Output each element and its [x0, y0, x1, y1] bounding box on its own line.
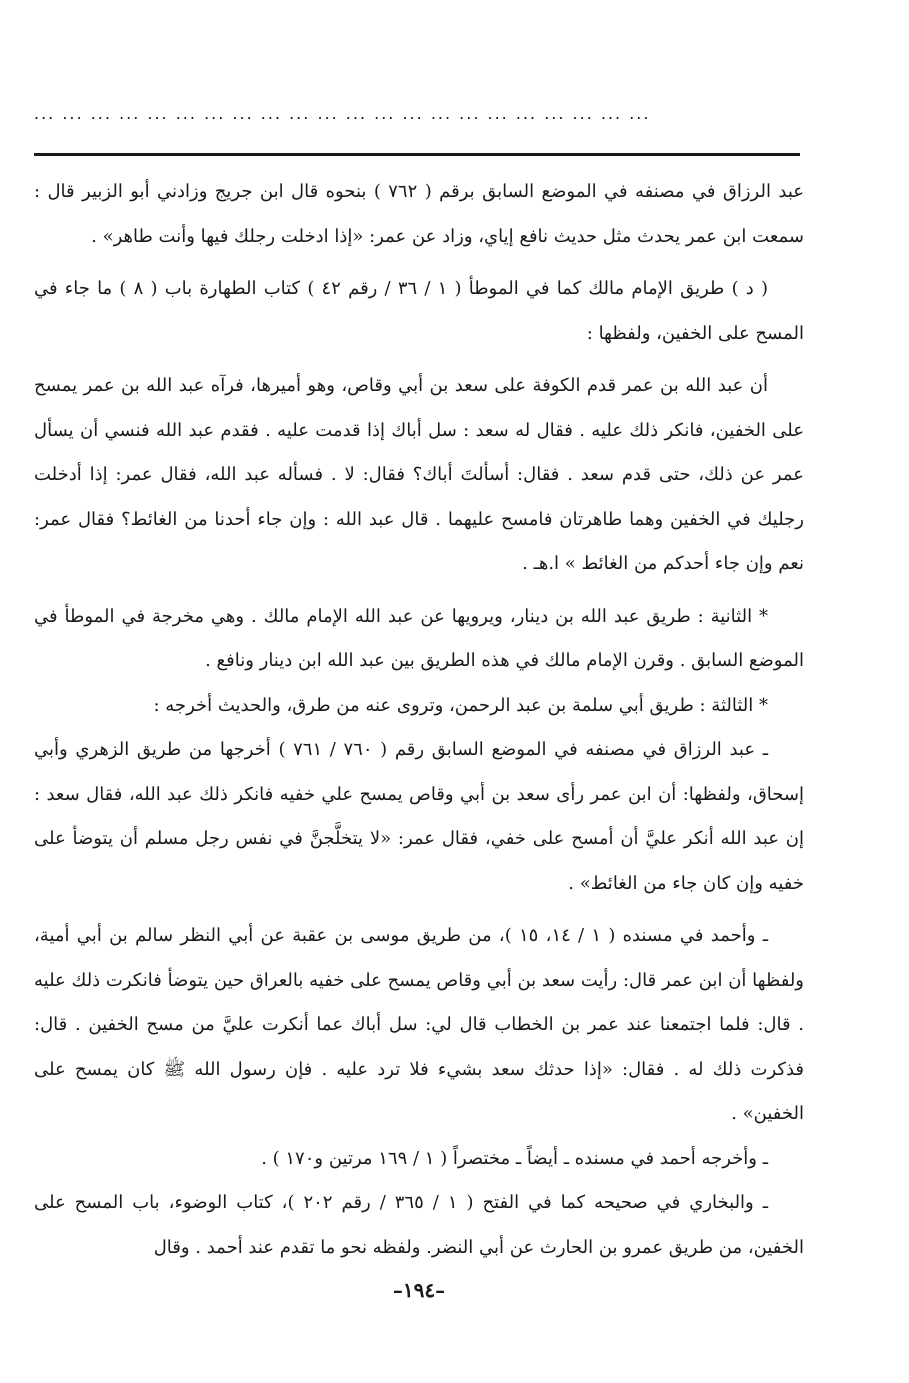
paragraph-4: * الثانية : طريق عبد الله بن دينار، ويرويها عن عبد الله الإمام مالك . وهي مخرجة في الموطأ في الموضع السابق . وقرن الإمام مالك في هذه الطريق بين عبد الله ابن دينار ونافع .: [34, 605, 804, 671]
paragraph-6: ـ عبد الرزاق في مصنفه في الموضع السابق رقم ( ٧٦٠ / ٧٦١ ) أخرجها من طريق الزهري وأبي إسحاق، ولفظها: أن ابن عمر رأى سعد بن أبي وقاص يمسح علي خفيه فانكر ذلك عبد الله، فقال سعد : إن عبد الله أنكر عليَّ أن أمسح على خفي، فقال عمر: «لا يتخلَّجنَّ في نفس رجل مسلم أن يتوضأ على خفيه وإن كان جاء من الغائط» .: [34, 739, 804, 894]
page-number: –١٩٤–: [392, 1278, 446, 1302]
header-divider: [34, 153, 800, 156]
paragraph-1: عبد الرزاق في مصنفه في الموضع السابق برقم ( ٧٦٢ ) بنحوه قال ابن جريج وزادني أبو الزبير قال : سمعت ابن عمر يحدث مثل حديث نافع إياي، وزاد عن عمر: «إذا ادخلت رجلك فيها وأنت طاهر» .: [34, 181, 805, 247]
paragraph-2: ( د ) طريق الإمام مالك كما في الموطأ ( ١ / ٣٦ / رقم ٤٢ ) كتاب الطهارة باب ( ٨ ) ما جاء في المسح على الخفين، ولفظها :: [34, 278, 804, 344]
header-dot-leader: ... ... ... ... ... ... ... ... ... ... ... ... ... ... ... ... ... ... ... ... ... ...: [34, 104, 651, 123]
paragraph-7: ـ وأحمد في مسنده ( ١ / ١٤، ١٥ )، من طريق موسى بن عقبة عن أبي النظر سالم بن أبي أمية، ولفظها أن ابن عمر قال: رأيت سعد بن أبي وقاص يمسح على خفيه بالعراق حين يتوضأ فانكرت ذلك عليه . قال: فلما اجتمعنا عند عمر بن الخطاب قال لي: سل أباك عما أنكرت عليَّ من مسح الخفين . قال: فذكرت ذلك له . فقال: «إذا حدثك سعد بشيء فلا ترد عليه . فإن رسول الله ﷺ كان يمسح على الخفين» .: [34, 925, 804, 1124]
page-body: [34, 170, 804, 1270]
paragraph-5: * الثالثة : طريق أبي سلمة بن عبد الرحمن، وتروى عنه من طرق، والحديث أخرجه :: [153, 694, 768, 716]
paragraph-3: أن عبد الله بن عمر قدم الكوفة على سعد بن أبي وقاص، وهو أميرها، فرآه عبد الله بن عمر يمسح على الخفين، فانكر ذلك عليه . فقال له سعد : سل أباك إذا قدمت عليه . فقدم عبد الله فنسي أن يسأل عمر عن ذلك، حتى قدم سعد . فقال: أسألتَ أباك؟ فقال: لا . فسأله عبد الله، فقال عمر: إذا أدخلت رجليك في الخفين وهما طاهرتان فامسح عليهما . قال عبد الله : وإن جاء أحدنا من الغائط؟ فقال عمر: نعم وإن جاء أحدكم من الغائط » ا.هـ .: [34, 375, 804, 574]
paragraph-9: ـ والبخاري في صحيحه كما في الفتح ( ١ / ٣٦٥ / رقم ٢٠٢ )، كتاب الوضوء، باب المسح على الخفين، من طريق عمرو بن الحارث عن أبي النضر. ولفظه نحو ما تقدم عند أحمد . وقال: [34, 1192, 804, 1258]
paragraph-8: ـ وأخرجه أحمد في مسنده ـ أيضاً ـ مختصراً ( ١ / ١٦٩ مرتين و١٧٠ ) .: [261, 1147, 768, 1169]
